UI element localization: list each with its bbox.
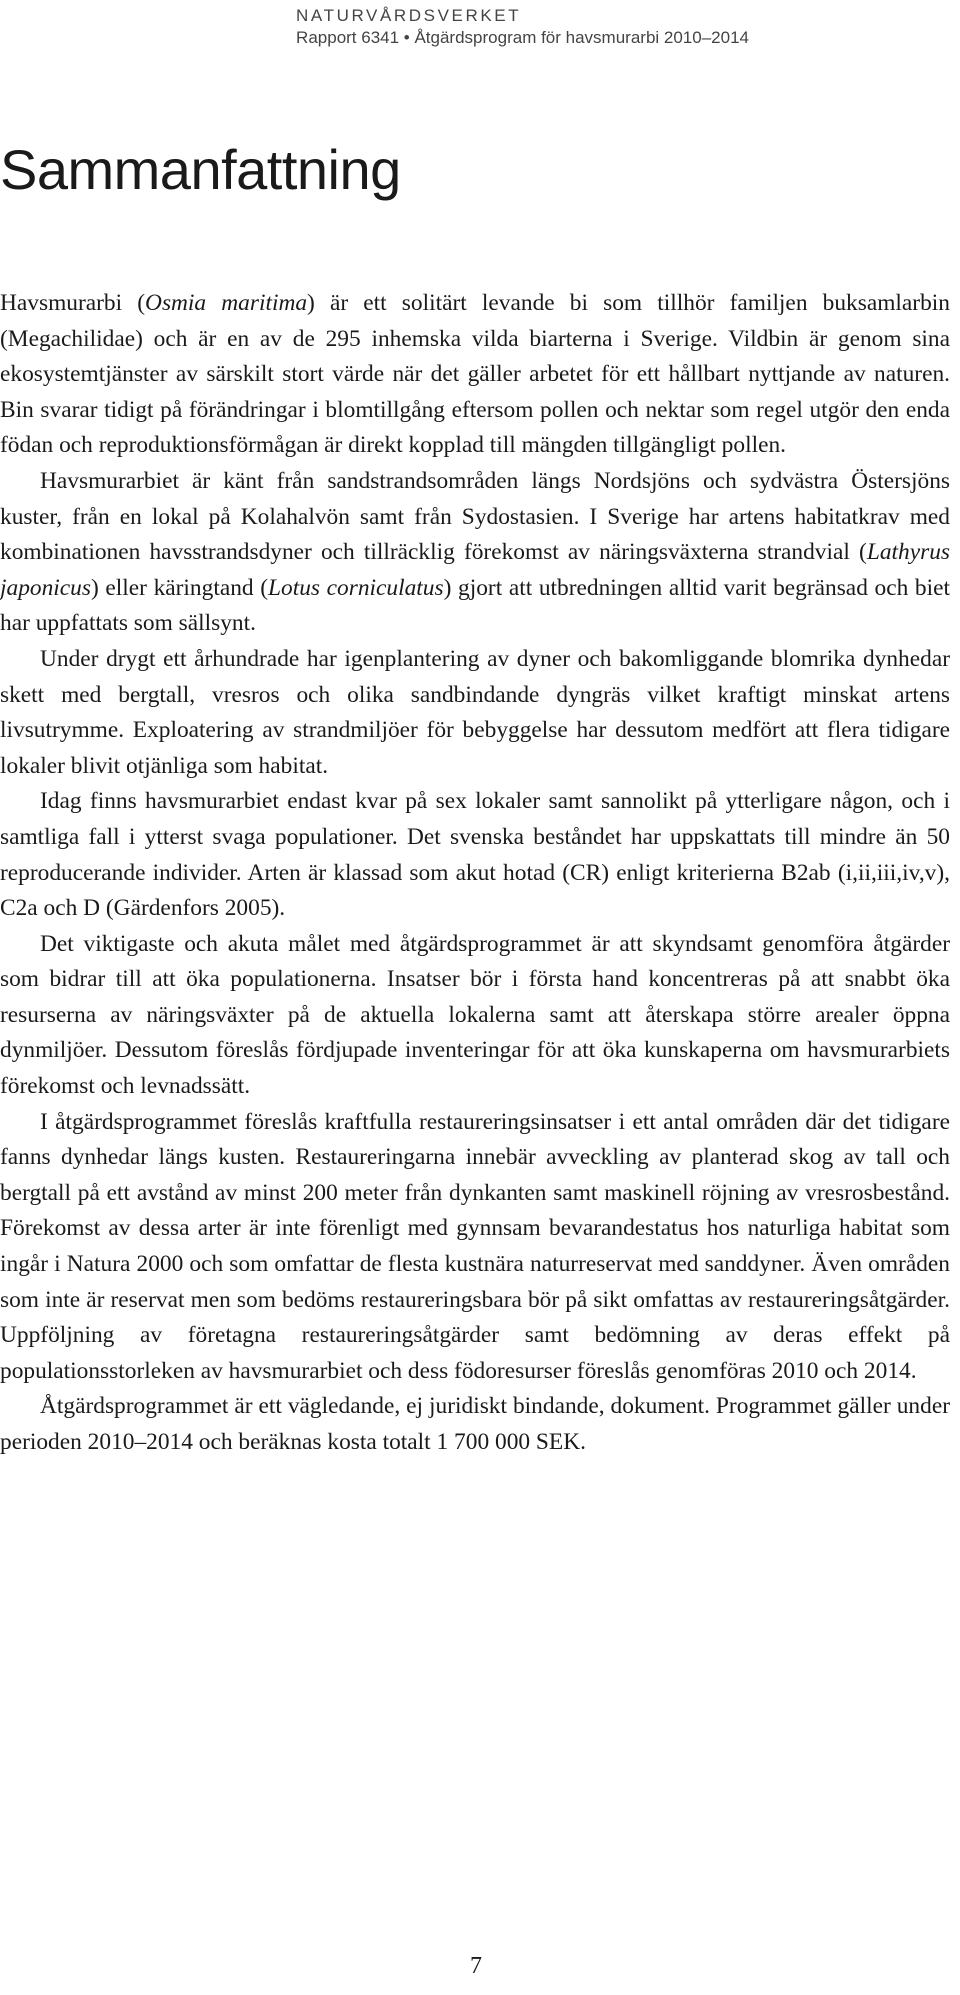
paragraph: Under drygt ett århundrade har igenplantering av dyner och bakomliggande blomrika dynhedar skett med bergtall, vresros och olika sandbindande dyngräs vilket kraftigt minskat artens livsutrymme. Exploatering av strandmiljöer för bebyggelse har dessutom medfört att flera tidigare lokaler blivit otjänliga som habitat. (0, 645, 950, 779)
page-title: Sammanfattning (0, 138, 401, 201)
paragraph: I åtgärdsprogrammet föreslås kraftfulla restaureringsinsatser i ett antal områden där det tidigare fanns dynhedar längs kusten. Restaureringarna innebär avveckling av planterad skog av tall och bergtall på ett avstånd av minst 200 meter från dynkanten samt maskinell röjning av vresrosbestånd. Förekomst av dessa arter är inte förenligt med gynnsam bevarandestatus hos naturliga habitat som ingår i Natura 2000 och som omfattar de flesta kustnära naturreservat med sanddyner. Även områden som inte är reservat men som bedöms restaureringsbara bör på sikt omfattas av restaureringsåtgärder. Uppföljning av företagna restaureringsåtgärder samt bedömning av deras effekt på populationsstorleken av havsmurarbiet och dess födoresurser föreslås genomföras 2010 och 2014. (0, 1108, 950, 1384)
header-organization: NATURVÅRDSVERKET (296, 6, 522, 25)
paragraph: Idag finns havsmurarbiet endast kvar på sex lokaler samt sannolikt på ytterligare någon, och i samtliga fall i ytterst svaga populationer. Det svenska beståndet har uppskattats till mindre än 50 reproducerande individer. Arten är klassad som akut hotad (CR) enligt kriterierna B2ab (i,ii,iii,iv,v), C2a och D (Gärdenfors 2005). (0, 788, 950, 922)
page-number: 7 (470, 1953, 482, 1979)
species-name: Osmia maritima (145, 290, 308, 316)
paragraph: Havsmurarbiet är känt från sandstrandsområden längs Nordsjöns och sydvästra Östersjöns kuster, från en lokal på Kolahalvön samt från Sydostasien. I Sverige har artens habitatkrav med kombinationen havsstrandsdyner och tillräcklig förekomst av näringsväxterna strandvial (Lathyrus japonicus) eller käringtand (Lotus corniculatus) gjort att utbredningen alltid varit begränsad och biet har uppfattats som sällsynt. (0, 467, 950, 637)
paragraph: Det viktigaste och akuta målet med åtgärdsprogrammet är att skyndsamt genomföra åtgärder som bidrar till att öka populationerna. Insatser bör i första hand koncentreras på att snabbt öka resurserna av näringsväxter på de aktuella lokalerna samt att återskapa större arealer öppna dynmiljöer. Dessutom föreslås fördjupade inventeringar för att öka kunskaperna om havsmurarbiets förekomst och levnadssätt. (0, 930, 950, 1100)
species-name: Lathyrus japonicus (0, 539, 950, 601)
paragraph: Havsmurarbi (Osmia maritima) är ett solitärt levande bi som tillhör familjen buksamlarbin (Megachilidae) och är en av de 295 inhemska vilda biarterna i Sverige. Vildbin är genom sina ekosystemtjänster av särskilt stort värde när det gäller arbetet för ett hållbart nyttjande av naturen. Bin svarar tidigt på förändringar i blomtillgång eftersom pollen och nektar som regel utgör den enda födan och reproduktionsförmågan är direkt kopplad till mängden tillgängligt pollen. (0, 290, 950, 459)
running-header (296, 5, 749, 49)
species-name: Lotus corniculatus (268, 574, 444, 601)
body-text (0, 286, 950, 1461)
paragraph: Åtgärdsprogrammet är ett vägledande, ej juridiskt bindande, dokument. Programmet gäller under perioden 2010–2014 och beräknas kosta totalt 1 700 000 SEK. (0, 1393, 950, 1455)
header-report-title: Rapport 6341 • Åtgärdsprogram för havsmurarbi 2010–2014 (296, 28, 749, 47)
